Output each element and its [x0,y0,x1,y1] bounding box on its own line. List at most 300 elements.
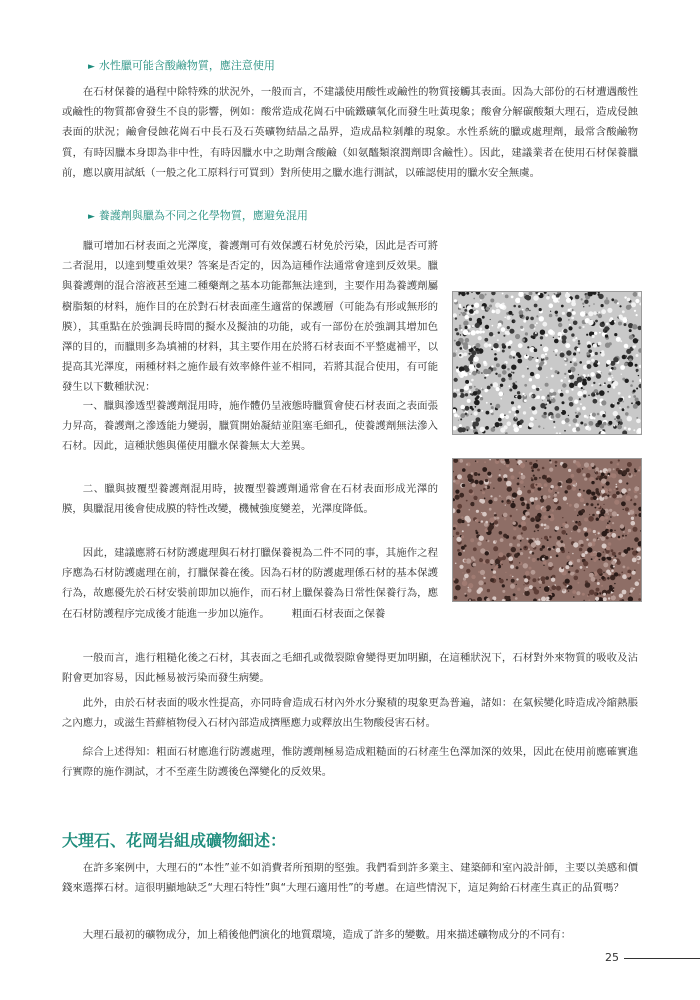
texture-speckle [482,467,487,472]
texture-speckle [611,561,615,565]
texture-speckle [624,323,627,326]
texture-speckle [538,487,542,491]
texture-speckle [524,395,526,397]
texture-speckle [612,511,617,516]
texture-speckle [612,557,613,558]
texture-speckle [622,470,627,475]
texture-speckle [577,383,582,388]
texture-speckle [573,521,574,522]
texture-speckle [580,403,582,405]
texture-speckle [532,578,536,582]
texture-speckle [580,422,583,425]
texture-speckle [480,490,482,492]
texture-speckle [461,292,466,297]
texture-speckle [579,326,582,329]
texture-speckle [548,548,551,551]
texture-speckle [584,478,587,481]
texture-speckle [598,291,600,293]
texture-speckle [499,423,502,426]
texture-speckle [548,586,549,587]
texture-speckle [539,485,541,487]
texture-speckle [531,489,534,492]
texture-speckle [584,518,588,522]
texture-speckle [616,561,620,565]
page-number-rule [624,958,700,959]
texture-speckle [465,413,468,416]
texture-speckle [470,361,473,364]
texture-speckle [611,537,612,538]
texture-speckle [596,471,599,474]
texture-speckle [575,412,577,414]
texture-speckle [474,472,478,476]
texture-speckle [569,402,574,407]
texture-speckle [567,312,572,317]
texture-speckle [469,364,475,370]
texture-speckle [468,353,470,355]
texture-speckle [490,578,494,582]
texture-speckle [516,578,518,580]
texture-speckle [541,487,543,489]
texture-speckle [464,574,469,579]
texture-speckle [593,394,595,396]
texture-speckle [586,416,588,418]
texture-speckle [601,372,602,373]
texture-speckle [464,545,467,548]
texture-speckle [458,552,462,556]
texture-speckle [487,386,491,390]
texture-speckle [526,355,528,357]
texture-speckle [523,411,526,414]
texture-speckle [585,534,588,537]
texture-speckle [489,459,491,461]
texture-speckle [515,381,517,383]
texture-speckle [607,384,611,388]
texture-speckle [541,523,544,526]
texture-speckle [578,340,580,342]
texture-speckle [522,516,526,520]
texture-speckle [489,329,490,330]
texture-speckle [460,389,464,393]
texture-speckle [614,418,616,420]
texture-speckle [458,420,459,421]
texture-speckle [620,524,624,528]
texture-speckle [469,509,471,511]
texture-speckle [456,341,461,346]
texture-speckle [520,552,523,555]
texture-speckle [597,538,598,539]
texture-speckle [452,393,457,398]
texture-speckle [631,302,636,307]
texture-speckle [452,409,456,413]
texture-speckle [611,383,614,386]
texture-speckle [608,377,612,381]
texture-speckle [493,546,498,551]
texture-speckle [611,549,614,552]
texture-speckle [560,353,565,358]
texture-speckle [596,511,600,515]
texture-speckle [476,351,479,354]
texture-speckle [626,482,628,484]
texture-speckle [481,372,483,374]
texture-speckle [611,473,616,478]
texture-speckle [545,353,547,355]
texture-speckle [640,530,642,532]
page-number: 25 [605,951,619,964]
texture-speckle [513,424,517,428]
texture-speckle [520,548,522,550]
texture-speckle [584,300,588,304]
texture-speckle [602,486,604,488]
texture-speckle [618,470,623,475]
texture-speckle [561,530,566,535]
texture-speckle [527,346,529,348]
texture-speckle [529,422,534,427]
texture-speckle [464,593,466,595]
texture-speckle [617,424,622,429]
texture-speckle [542,467,545,470]
texture-speckle [538,599,540,601]
texture-speckle [610,404,614,408]
texture-speckle [575,569,579,573]
texture-speckle [562,589,565,592]
texture-speckle [620,398,623,401]
texture-speckle [583,600,584,601]
texture-speckle [634,468,636,470]
texture-speckle [470,383,473,386]
texture-speckle [550,556,552,558]
texture-speckle [597,593,599,595]
texture-speckle [602,495,604,497]
texture-speckle [549,314,553,318]
texture-speckle [633,390,636,393]
texture-speckle [493,335,494,336]
texture-speckle [482,491,485,494]
texture-speckle [613,565,615,567]
texture-speckle [603,562,608,567]
texture-speckle [589,415,590,416]
texture-speckle [633,429,635,431]
texture-speckle [477,371,480,374]
texture-speckle [483,575,485,577]
texture-speckle [574,400,578,404]
texture-speckle [525,571,530,576]
texture-speckle [505,432,508,435]
texture-speckle [491,365,493,367]
texture-speckle [589,573,594,578]
texture-speckle [484,338,488,342]
texture-speckle [564,523,566,525]
texture-speckle [462,572,463,573]
texture-speckle [572,590,576,594]
texture-speckle [520,326,523,329]
texture-speckle [609,496,611,498]
texture-speckle [610,534,612,536]
texture-speckle [597,568,603,574]
texture-speckle [456,350,458,352]
texture-speckle [454,413,458,417]
texture-speckle [515,597,518,600]
texture-speckle [504,518,506,520]
texture-speckle [553,294,555,296]
texture-speckle [531,406,535,410]
texture-speckle [496,348,500,352]
texture-speckle [552,509,554,511]
texture-speckle [520,480,524,484]
texture-speckle [561,567,563,569]
texture-speckle [610,461,613,464]
texture-speckle [633,395,636,398]
texture-speckle [455,328,458,331]
texture-speckle [567,478,572,483]
texture-speckle [549,468,553,472]
texture-speckle [494,512,496,514]
texture-speckle [586,503,589,506]
texture-speckle [489,305,492,308]
texture-speckle [625,412,629,416]
texture-speckle [600,593,601,594]
texture-speckle [579,489,581,491]
texture-speckle [465,516,470,521]
texture-speckle [599,579,600,580]
texture-speckle [507,421,512,426]
texture-speckle [566,292,568,294]
texture-speckle [486,307,490,311]
texture-speckle [575,509,576,510]
texture-speckle [541,396,545,400]
texture-speckle [584,570,586,572]
paragraph-marble-nature: 在許多案例中，大理石的“本性”並不如消費者所預期的堅強。我們看到許多業主、建築師和室內設計師，主要以美感和價錢來選擇石材。這很明顯地缺乏“大理石特性”與“大理石適用性”的考慮。在這些情況下，這足夠給石材產生真正的品質嗎？ [62,862,638,895]
texture-speckle [504,478,508,482]
texture-speckle [517,535,522,540]
texture-speckle [561,390,562,391]
texture-speckle [549,303,554,308]
texture-speckle [568,319,570,321]
texture-speckle [613,587,615,589]
texture-speckle [568,380,570,382]
texture-speckle [606,536,609,539]
texture-speckle [603,572,604,573]
texture-speckle [498,332,500,334]
texture-speckle [627,462,632,467]
texture-speckle [502,590,505,593]
texture-speckle [498,418,502,422]
texture-speckle [537,530,538,531]
texture-speckle [469,489,473,493]
texture-speckle [608,542,612,546]
texture-speckle [511,372,512,373]
texture-speckle [580,566,583,569]
texture-speckle [568,590,570,592]
texture-speckle [598,532,600,534]
texture-speckle [499,387,501,389]
texture-speckle [606,471,608,473]
texture-speckle [533,295,538,300]
texture-speckle [618,552,621,555]
texture-speckle [490,319,491,320]
texture-speckle [588,311,593,316]
texture-speckle [470,393,472,395]
texture-speckle [581,387,583,389]
texture-speckle [519,425,522,428]
texture-speckle [460,405,465,410]
texture-speckle [571,474,575,478]
texture-speckle [577,391,583,397]
texture-speckle [496,458,499,461]
texture-speckle [607,308,612,313]
texture-speckle [579,548,583,552]
texture-speckle [588,594,590,596]
texture-speckle [491,291,495,295]
texture-speckle [508,596,511,599]
texture-speckle [455,495,460,500]
texture-speckle [583,306,584,307]
texture-speckle [572,338,575,341]
texture-speckle [621,501,626,506]
texture-speckle [545,334,548,337]
texture-speckle [469,373,471,375]
texture-speckle [585,551,588,554]
texture-speckle [555,492,557,494]
texture-speckle [492,325,494,327]
texture-speckle [631,402,633,404]
texture-speckle [636,547,640,551]
texture-speckle [488,344,491,347]
texture-speckle [534,530,536,532]
texture-speckle [518,292,523,297]
texture-speckle [583,490,585,492]
subheading-wax-protectant [88,207,308,223]
texture-speckle [492,309,494,311]
texture-speckle [522,375,525,378]
texture-speckle [493,343,498,348]
texture-speckle [477,542,481,546]
texture-speckle [593,399,598,404]
texture-speckle [613,489,615,491]
texture-speckle [558,482,562,486]
texture-speckle [575,521,578,524]
texture-speckle [617,402,620,405]
texture-speckle [469,309,474,314]
texture-speckle [536,388,539,391]
texture-speckle [467,399,471,403]
texture-speckle [524,587,528,591]
texture-speckle [618,424,619,425]
texture-speckle [624,362,628,366]
texture-speckle [463,344,468,349]
texture-speckle [611,595,616,600]
texture-speckle [471,414,473,416]
texture-speckle [515,396,517,398]
texture-speckle [546,597,549,600]
texture-speckle [485,479,488,482]
texture-speckle [572,553,574,555]
texture-speckle [523,575,526,578]
texture-speckle [621,374,622,375]
texture-speckle [625,379,629,383]
granite-photo-gray [452,291,642,435]
texture-speckle [541,538,542,539]
texture-speckle [539,308,542,311]
texture-speckle [584,504,586,506]
texture-speckle [495,373,497,375]
texture-speckle [556,508,558,510]
texture-speckle [588,395,590,397]
texture-speckle [543,515,547,519]
texture-speckle [596,588,600,592]
subheading-rough-surface: 粗面石材表面之保養 [291,607,386,620]
texture-speckle [518,405,521,408]
texture-speckle [473,356,479,362]
texture-speckle [588,374,590,376]
texture-speckle [617,463,620,466]
texture-speckle [571,531,572,532]
texture-speckle [560,540,563,543]
texture-speckle [545,357,548,360]
texture-speckle [636,371,638,373]
texture-speckle [577,582,579,584]
texture-speckle [630,384,633,387]
texture-speckle [540,403,545,408]
texture-speckle [463,330,469,336]
texture-speckle [493,488,494,489]
texture-speckle [638,598,641,601]
texture-speckle [551,415,555,419]
texture-speckle [530,417,534,421]
texture-speckle [601,576,605,580]
texture-speckle [601,585,603,587]
texture-speckle [593,530,596,533]
texture-speckle [475,520,476,521]
texture-speckle [474,303,479,308]
texture-speckle [619,407,621,409]
texture-speckle [593,417,595,419]
texture-speckle [543,495,547,499]
texture-speckle [458,393,460,395]
texture-speckle [522,537,524,539]
texture-speckle [618,536,621,539]
texture-speckle [485,325,489,329]
texture-speckle [577,493,581,497]
texture-speckle [595,488,598,491]
texture-speckle [480,513,482,515]
texture-speckle [475,310,479,314]
texture-speckle [621,572,623,574]
texture-speckle [555,461,558,464]
texture-speckle [493,426,495,428]
texture-speckle [517,483,520,486]
texture-speckle [577,348,581,352]
texture-speckle [458,415,460,417]
texture-speckle [569,383,574,388]
texture-speckle [619,479,623,483]
texture-speckle [610,516,612,518]
texture-speckle [528,557,530,559]
texture-speckle [537,395,541,399]
texture-speckle [477,597,482,602]
texture-speckle [592,413,596,417]
texture-speckle [542,558,545,561]
texture-speckle [598,314,602,318]
texture-speckle [456,532,460,536]
texture-speckle [618,574,621,577]
texture-speckle [507,326,510,329]
texture-speckle [610,361,615,366]
texture-speckle [566,350,571,355]
texture-speckle [499,495,501,497]
texture-speckle [479,330,482,333]
texture-speckle [459,459,463,463]
texture-speckle [591,481,594,484]
